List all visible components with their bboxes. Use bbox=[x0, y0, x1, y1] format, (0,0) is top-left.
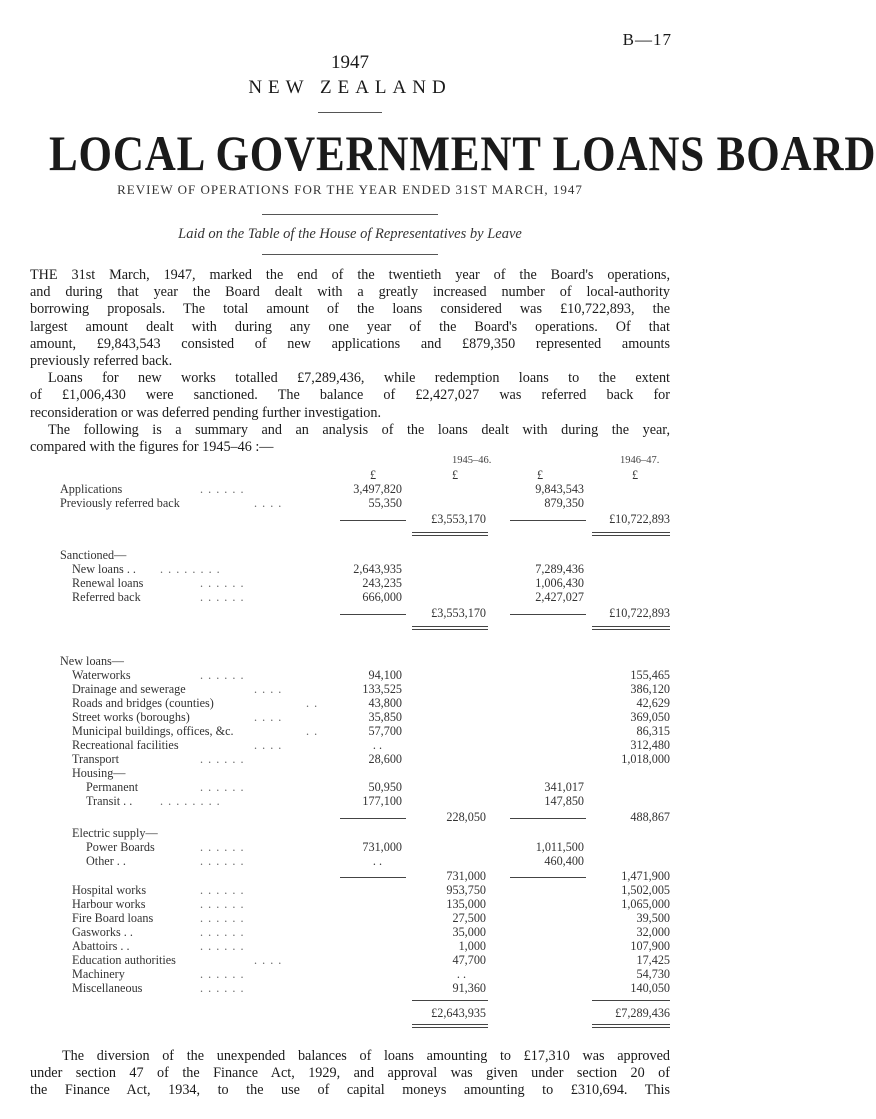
value-1945: 2,643,935 bbox=[353, 562, 402, 576]
publication-year: 1947 bbox=[331, 52, 369, 73]
leader-dots: . . . . . . bbox=[200, 925, 245, 939]
intro-line: of £1,006,430 were sanctioned. The balance of £2,427,027 was referred back for bbox=[30, 387, 670, 404]
value-1946: 1,011,500 bbox=[535, 840, 584, 854]
row-label: Renewal loans bbox=[72, 576, 144, 590]
closing-line: The diversion of the unexpended balances of loans amounting to £17,310 was approved bbox=[62, 1048, 670, 1064]
value-1945: 35,000 bbox=[452, 925, 486, 939]
dash-rule bbox=[510, 877, 586, 878]
value-1945: 953,750 bbox=[446, 883, 486, 897]
value-1946: 312,480 bbox=[630, 738, 670, 752]
leader-dots: . . . . bbox=[254, 953, 283, 967]
total-1945: £3,553,170 bbox=[431, 512, 486, 526]
value-1945: 243,235 bbox=[362, 576, 402, 590]
total-rule bbox=[412, 1000, 488, 1001]
closing-text bbox=[30, 1048, 670, 1100]
intro-line: previously referred back. bbox=[30, 352, 173, 369]
intro-line: compared with the figures for 1945–46 :— bbox=[30, 438, 274, 455]
value-1945: 3,497,820 bbox=[353, 482, 402, 496]
double-rule bbox=[412, 532, 488, 533]
leader-dots: . . . . . . bbox=[200, 967, 245, 981]
value-1946: 1,065,000 bbox=[621, 897, 670, 911]
row-label: New loans . . bbox=[72, 562, 136, 576]
leader-dots: . . . . . . bbox=[200, 668, 245, 682]
double-rule bbox=[592, 1024, 670, 1025]
leader-dots: . . . . . . bbox=[200, 590, 245, 604]
value-1946: 369,050 bbox=[630, 710, 670, 724]
closing-line: the Finance Act, 1934, to the use of capital moneys amounting to £310,694. This bbox=[30, 1082, 670, 1099]
grand-total-1945: £2,643,935 bbox=[431, 1006, 486, 1020]
total-1946: £10,722,893 bbox=[609, 512, 670, 526]
value-1945: 27,500 bbox=[452, 911, 486, 925]
leader-dots: . . . . . . bbox=[200, 939, 245, 953]
row-label: Power Boards bbox=[86, 840, 155, 854]
value-1946: 460,400 bbox=[544, 854, 584, 868]
section-heading: Sanctioned— bbox=[60, 548, 127, 562]
leader-dots: . . . . . . bbox=[200, 780, 245, 794]
intro-line: The following is a summary and an analysis of the loans dealt with during the year, bbox=[48, 421, 670, 438]
value-1946: 86,315 bbox=[636, 724, 670, 738]
leader-dots: . . . . . . bbox=[200, 981, 245, 995]
row-label: Previously referred back bbox=[60, 496, 180, 510]
row-label: Transit . . bbox=[86, 794, 133, 808]
pound-sign: £ bbox=[537, 468, 544, 482]
leader-dots: . . . . . . bbox=[200, 752, 245, 766]
value-1946: 39,500 bbox=[636, 911, 670, 925]
total-1946: £10,722,893 bbox=[609, 606, 670, 620]
leader-dots: . . . . bbox=[254, 496, 283, 510]
subsection-heading: Housing— bbox=[72, 766, 126, 780]
value-1945: 666,000 bbox=[362, 590, 402, 604]
row-label: Referred back bbox=[72, 590, 141, 604]
subtotal-1945: 228,050 bbox=[446, 810, 486, 824]
row-label: Recreational facilities bbox=[72, 738, 179, 752]
dash-rule bbox=[340, 818, 406, 819]
column-header-1945: 1945–46. bbox=[452, 455, 492, 466]
dash-rule bbox=[510, 614, 586, 615]
value-1945: 55,350 bbox=[368, 496, 402, 510]
value-1945: 1,000 bbox=[458, 939, 486, 953]
page-title: LOCAL GOVERNMENT LOANS BOARD bbox=[49, 125, 876, 181]
leader-dots: . . bbox=[306, 696, 319, 710]
double-rule bbox=[412, 535, 488, 536]
value-1945: 35,850 bbox=[368, 710, 402, 724]
report-subtitle: REVIEW OF OPERATIONS FOR THE YEAR ENDED 31ST MARCH, 1947 bbox=[117, 182, 583, 197]
row-label: Miscellaneous bbox=[72, 981, 143, 995]
value-1946: 9,843,543 bbox=[535, 482, 584, 496]
double-rule bbox=[592, 532, 670, 533]
row-label: Roads and bridges (counties) bbox=[72, 696, 214, 710]
value-1945: 57,700 bbox=[368, 724, 402, 738]
intro-line: largest amount dealt with during any one year of the Board's operations. Of that bbox=[30, 318, 670, 335]
row-label: Municipal buildings, offices, &c. bbox=[72, 724, 234, 738]
value-1945: 50,950 bbox=[368, 780, 402, 794]
laid-statement: Laid on the Table of the House of Representatives by Leave bbox=[178, 226, 522, 242]
value-1945: . . bbox=[372, 738, 382, 752]
value-1946: 107,900 bbox=[630, 939, 670, 953]
leader-dots: . . . . . . bbox=[200, 854, 245, 868]
row-label: Permanent bbox=[86, 780, 139, 794]
value-1946: 140,050 bbox=[630, 981, 670, 995]
double-rule bbox=[592, 629, 670, 630]
intro-line: amount, £9,843,543 consisted of new applications and £879,350 represented amounts bbox=[30, 335, 670, 352]
row-label: Harbour works bbox=[72, 897, 146, 911]
subsection-heading: Electric supply— bbox=[72, 826, 158, 840]
value-1945: 94,100 bbox=[368, 668, 402, 682]
double-rule bbox=[412, 629, 488, 630]
value-1946: 341,017 bbox=[544, 780, 584, 794]
row-label: Gasworks . . bbox=[72, 925, 133, 939]
row-label: Abattoirs . . bbox=[72, 939, 130, 953]
value-1945: 28,600 bbox=[368, 752, 402, 766]
row-label: Machinery bbox=[72, 967, 125, 981]
subtotal-1946: 488,867 bbox=[630, 810, 670, 824]
closing-line: under section 47 of the Finance Act, 1929, and approval was given under section 20 of bbox=[30, 1065, 670, 1082]
value-1946: 1,502,005 bbox=[621, 883, 670, 897]
intro-line: borrowing proposals. The total amount of the loans considered was £10,722,893, the bbox=[30, 301, 670, 318]
double-rule bbox=[592, 626, 670, 627]
grand-total-1946: £7,289,436 bbox=[615, 1006, 670, 1020]
value-1945: 133,525 bbox=[362, 682, 402, 696]
dash-rule bbox=[340, 520, 406, 521]
double-rule bbox=[412, 1024, 488, 1025]
value-1945: . . bbox=[456, 967, 466, 981]
value-1946: 2,427,027 bbox=[535, 590, 584, 604]
leader-dots: . . . . . . bbox=[200, 911, 245, 925]
row-label: Fire Board loans bbox=[72, 911, 154, 925]
intro-line: and during that year the Board dealt with a greatly increased number of local-authority bbox=[30, 284, 670, 301]
dash-rule bbox=[340, 614, 406, 615]
row-label: Hospital works bbox=[72, 883, 147, 897]
leader-dots: . . . . bbox=[254, 710, 283, 724]
row-label: Other . . bbox=[86, 854, 126, 868]
dash-rule bbox=[340, 877, 406, 878]
row-label: Applications bbox=[60, 482, 123, 496]
intro-line: Loans for new works totalled £7,289,436, while redemption loans to the extent bbox=[48, 370, 670, 387]
value-1946: 879,350 bbox=[544, 496, 584, 510]
value-1946: 386,120 bbox=[630, 682, 670, 696]
value-1945: 135,000 bbox=[446, 897, 486, 911]
row-label: Transport bbox=[72, 752, 119, 766]
double-rule bbox=[412, 626, 488, 627]
total-1945: £3,553,170 bbox=[431, 606, 486, 620]
value-1946: 155,465 bbox=[630, 668, 670, 682]
leader-dots: . . . . bbox=[254, 682, 283, 696]
leader-dots: . . . . bbox=[254, 738, 283, 752]
leader-dots: . . . . . . . . bbox=[160, 562, 221, 576]
value-1946: 42,629 bbox=[636, 696, 670, 710]
value-1946: 17,425 bbox=[636, 953, 670, 967]
value-1945: 91,360 bbox=[452, 981, 486, 995]
column-header-1946: 1946–47. bbox=[620, 455, 660, 466]
intro-line: THE 31st March, 1947, marked the end of the twentieth year of the Board's operations, bbox=[30, 267, 670, 283]
leader-dots: . . . . . . bbox=[200, 897, 245, 911]
value-1946: 147,850 bbox=[544, 794, 584, 808]
double-rule bbox=[592, 535, 670, 536]
value-1946: 1,018,000 bbox=[621, 752, 670, 766]
dash-rule bbox=[510, 818, 586, 819]
intro-line: reconsideration or was deferred pending further investigation. bbox=[30, 404, 382, 421]
leader-dots: . . . . . . bbox=[200, 576, 245, 590]
double-rule bbox=[412, 1027, 488, 1028]
leader-dots: . . bbox=[306, 724, 319, 738]
value-1945: 43,800 bbox=[368, 696, 402, 710]
leader-dots: . . . . . . . . bbox=[160, 794, 221, 808]
value-1946: 1,006,430 bbox=[535, 576, 584, 590]
subtotal-1946: 1,471,900 bbox=[621, 869, 670, 883]
value-1946: 32,000 bbox=[636, 925, 670, 939]
value-1946: 7,289,436 bbox=[535, 562, 584, 576]
total-rule bbox=[592, 1000, 670, 1001]
value-1945: 47,700 bbox=[452, 953, 486, 967]
leader-dots: . . . . . . bbox=[200, 840, 245, 854]
pound-sign: £ bbox=[452, 468, 459, 482]
section-heading: New loans— bbox=[60, 654, 124, 668]
country-heading: NEW ZEALAND bbox=[248, 77, 452, 98]
pound-sign: £ bbox=[632, 468, 639, 482]
value-1945: 177,100 bbox=[362, 794, 402, 808]
leader-dots: . . . . . . bbox=[200, 883, 245, 897]
value-1946: 54,730 bbox=[636, 967, 670, 981]
row-label: Education authorities bbox=[72, 953, 176, 967]
row-label: Street works (boroughs) bbox=[72, 710, 190, 724]
value-1945: 731,000 bbox=[362, 840, 402, 854]
dash-rule bbox=[510, 520, 586, 521]
leader-dots: . . . . . . bbox=[200, 482, 245, 496]
value-1945: . . bbox=[372, 854, 382, 868]
page-reference: B—17 bbox=[622, 30, 672, 49]
pound-sign: £ bbox=[370, 468, 377, 482]
row-label: Drainage and sewerage bbox=[72, 682, 186, 696]
subtotal-1945: 731,000 bbox=[446, 869, 486, 883]
row-label: Waterworks bbox=[72, 668, 131, 682]
double-rule bbox=[592, 1027, 670, 1028]
